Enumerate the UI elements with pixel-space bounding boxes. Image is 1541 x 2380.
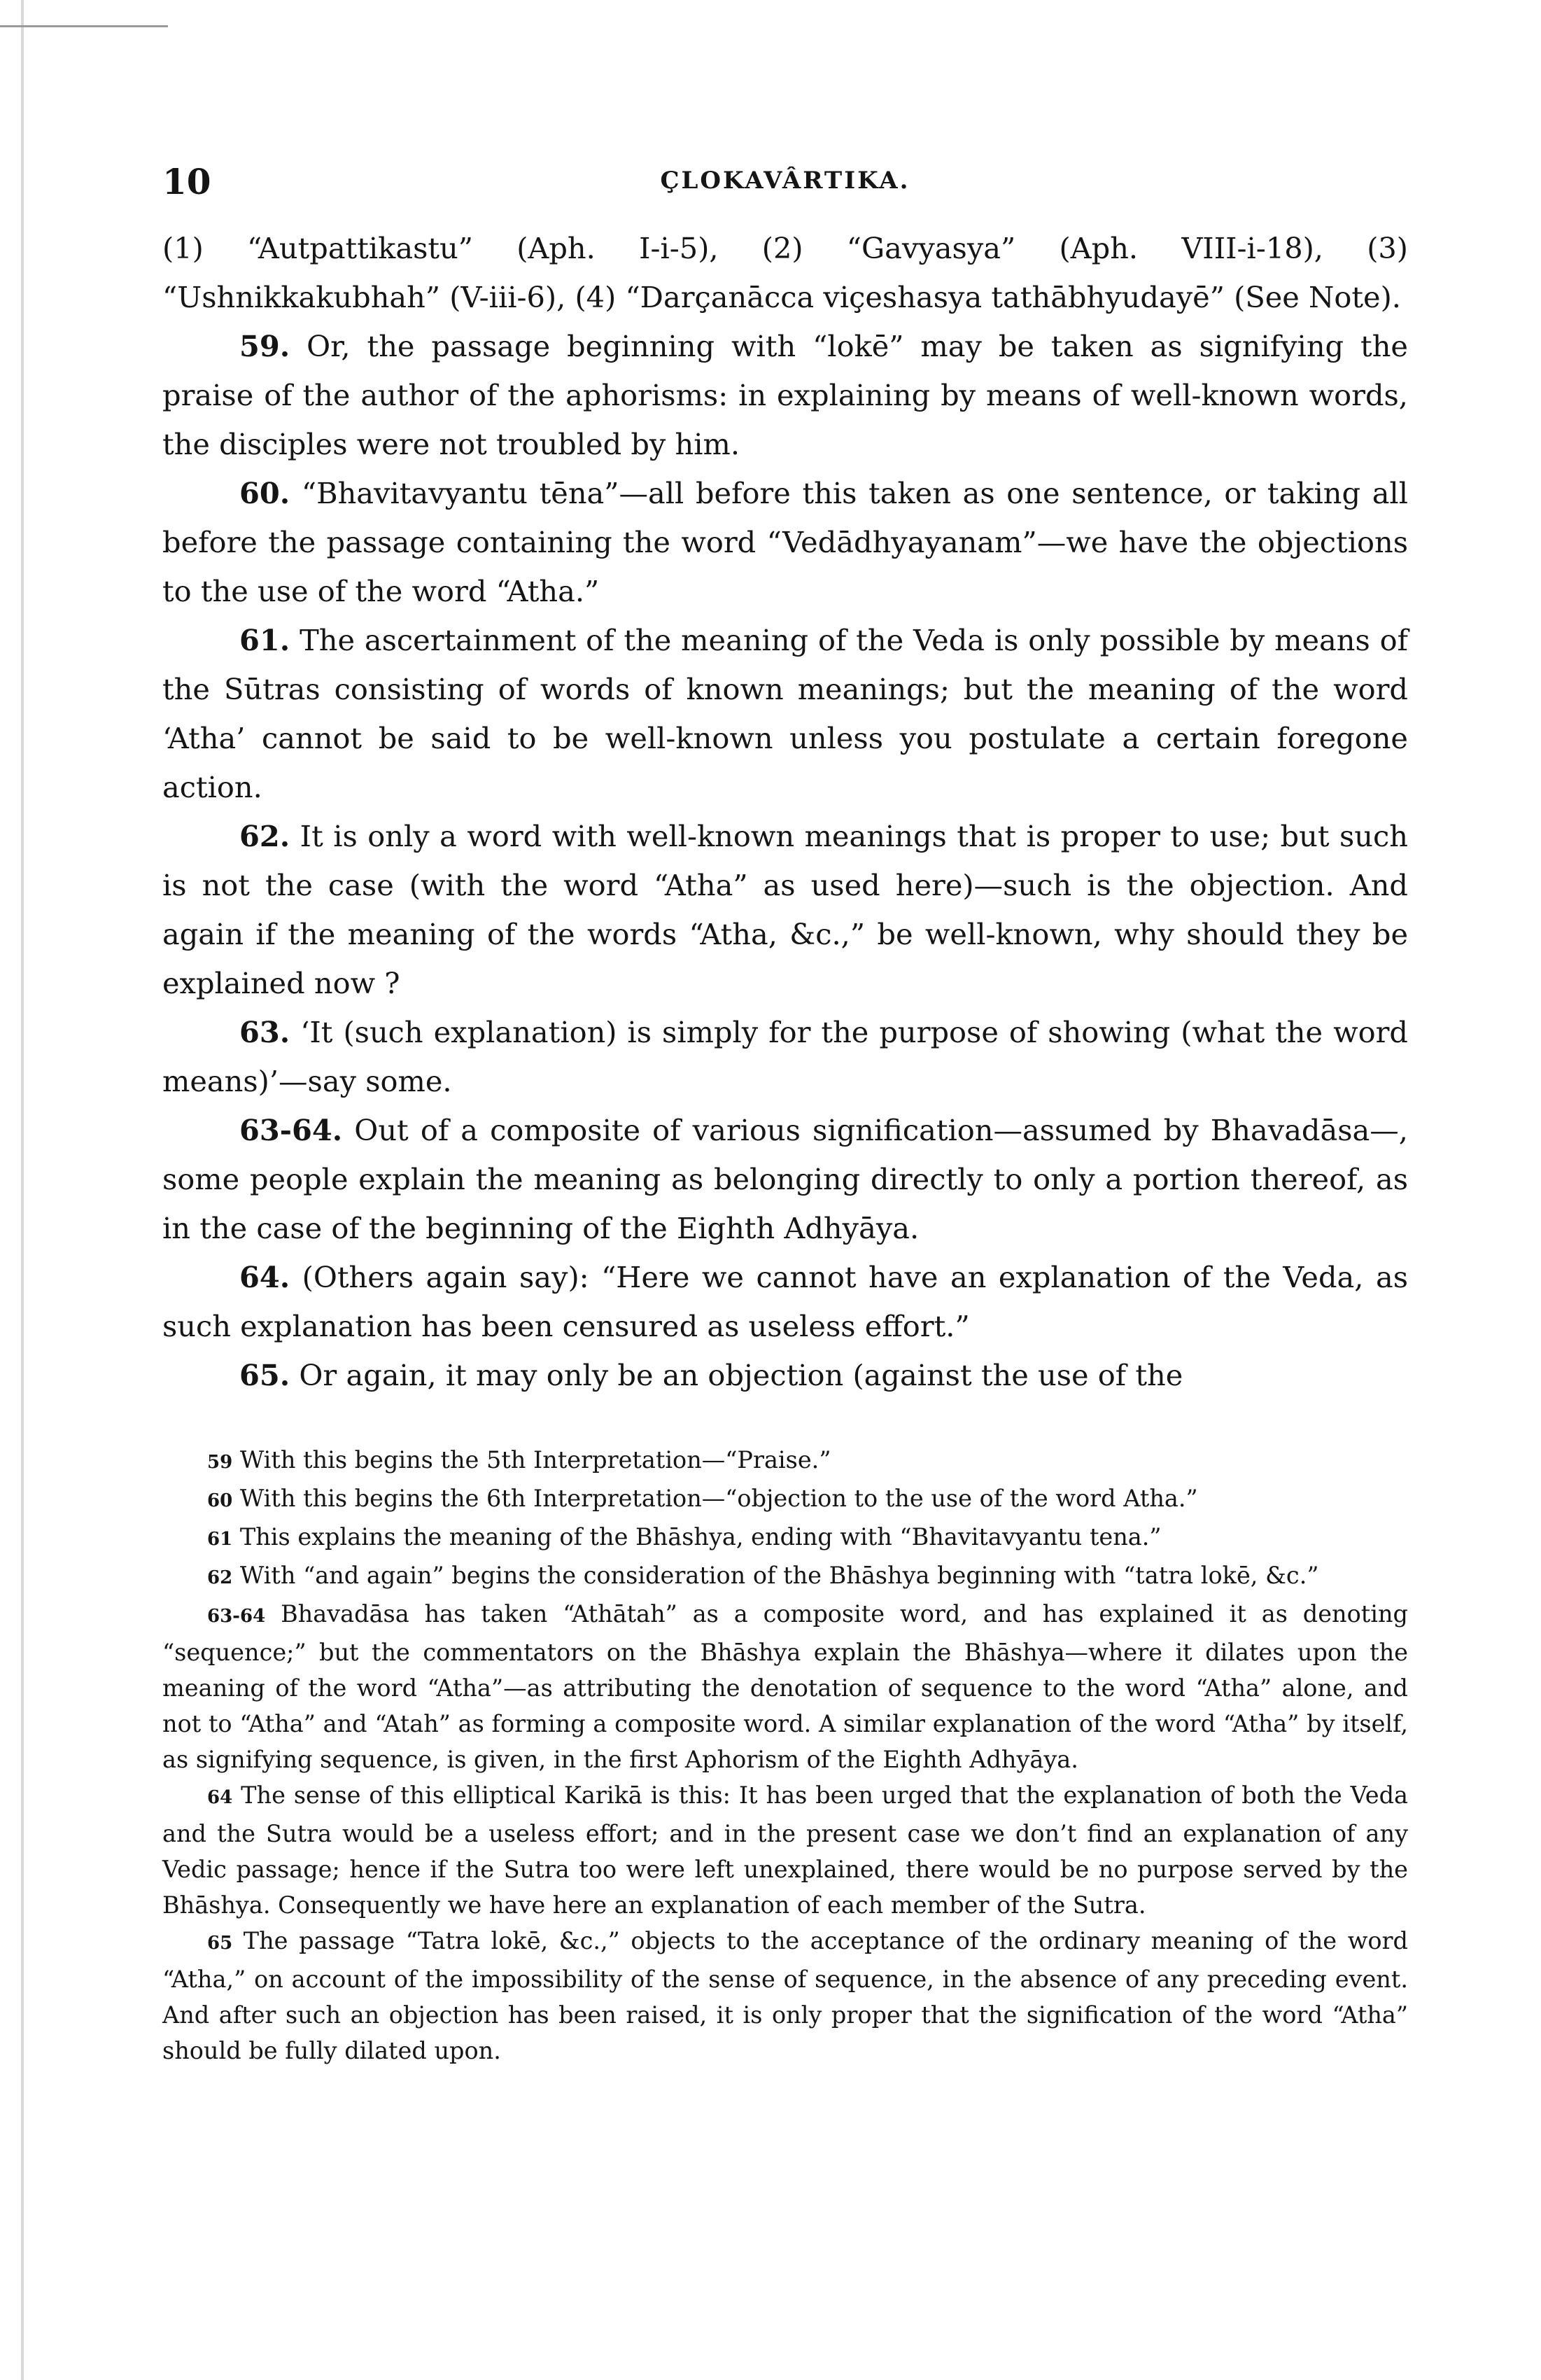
page-number: 10 <box>162 161 211 202</box>
paragraph-text: The ascertainment of the meaning of the Veda is only possible by means of the Sūtras consisting of words of known meanings; but the meaning of the word ‘Atha’ cannot be said to be well-known unless you postulate a certain foregone action. <box>162 623 1408 804</box>
paragraph-text: It is only a word with well-known meanings that is proper to use; but such is not the case (with the word “Atha” as used here)—such is the objection. And again if the meaning of the words “Atha, &c.,” be well-known, why should they be explained now ? <box>162 819 1408 1000</box>
footnote <box>162 1596 1408 1777</box>
paragraph-text: (Others again say): “Here we cannot have an explanation of the Veda, as such explanation has been censured as useless effort.” <box>162 1260 1408 1343</box>
paragraph <box>162 1351 1408 1400</box>
page <box>162 161 1408 2068</box>
footnote <box>162 1480 1408 1519</box>
body-text <box>162 224 1408 1400</box>
paragraph-number: 59. <box>239 329 290 363</box>
paragraph-text: “Bhavitavyantu tēna”—all before this taken as one sentence, or taking all before the passage containing the word “Vedādhyayanam”—we have the objections to the use of the word “Atha.” <box>162 476 1408 608</box>
paragraph-text: Or again, it may only be an objection (against the use of the <box>299 1358 1183 1392</box>
paragraph <box>162 1106 1408 1253</box>
footnote-number: 64 <box>207 1787 233 1808</box>
footnote-number: 61 <box>207 1529 233 1550</box>
paragraph-number: 60. <box>239 476 290 510</box>
paragraph-text: ‘It (such explanation) is simply for the purpose of showing (what the word means)’—say some. <box>162 1015 1408 1098</box>
footnote-text: The passage “Tatra lokē, &c.,” objects to the acceptance of the ordinary meaning of the word “Atha,” on account of the impossibility of the sense of sequence, in the absence of any preceding event. And after such an objection has been raised, it is only proper that the signification of the word “Atha” should be fully dilated upon. <box>162 1927 1408 2064</box>
paragraph <box>162 616 1408 812</box>
footnotes <box>162 1442 1408 2068</box>
footnote-text: With this begins the 6th Interpretation—“objection to the use of the word Atha.” <box>239 1485 1198 1512</box>
footnote-text: With “and again” begins the consideration of the Bhāshya beginning with “tatra lokē, &c.” <box>239 1562 1319 1589</box>
paragraph-number: 63. <box>239 1015 290 1049</box>
paragraph-number: 65. <box>239 1358 290 1392</box>
footnote <box>162 1777 1408 1923</box>
paragraph <box>162 469 1408 616</box>
running-title: ÇLOKAVÂRTIKA. <box>660 167 910 195</box>
footnote <box>162 1923 1408 2068</box>
scan-edge <box>21 0 24 2380</box>
paragraph <box>162 224 1408 322</box>
footnote-text: Bhavadāsa has taken “Athātah” as a composite word, and has explained it as denoting “sequence;” but the commentators on the Bhāshya explain the Bhāshya—where it dilates upon the meaning of the word “Atha”—as attributing the denotation of sequence to the word “Atha” alone, and not to “Atha” and “Atah” as forming a composite word. A similar explanation of the word “Atha” by itself, as signifying sequence, is given, in the first Aphorism of the Eighth Adhyāya. <box>162 1600 1409 1773</box>
paragraph <box>162 1008 1408 1106</box>
paragraph-text: Or, the passage beginning with “lokē” may be taken as signifying the praise of the author of the aphorisms: in explaining by means of well-known words, the disciples were not troubled by him. <box>162 329 1408 461</box>
running-head <box>162 161 1408 203</box>
footnote-text: The sense of this elliptical Karikā is this: It has been urged that the explanation of both the Veda and the Sutra would be a useless effort; and in the present case we don’t find an explanation of any Vedic passage; hence if the Sutra too were left unexplained, there would be no purpose served by the Bhāshya. Consequently we have here an explanation of each member of the Sutra. <box>162 1782 1408 1919</box>
paragraph-number: 61. <box>239 623 290 657</box>
footnote-number: 59 <box>207 1452 233 1473</box>
footnote-text: This explains the meaning of the Bhāshya, ending with “Bhavitavyantu tena.” <box>239 1523 1162 1550</box>
paragraph <box>162 1253 1408 1351</box>
footnote-number: 63-64 <box>207 1606 266 1627</box>
paragraph-text: Out of a composite of various signification—assumed by Bhavadāsa—, some people explain the meaning as belonging directly to only a portion thereof, as in the case of the beginning of the Eighth Adhyāya. <box>162 1113 1408 1245</box>
footnote-number: 62 <box>207 1567 233 1588</box>
top-rule <box>0 25 168 27</box>
footnote-number: 60 <box>207 1490 233 1511</box>
paragraph <box>162 322 1408 469</box>
footnote <box>162 1519 1408 1558</box>
paragraph <box>162 812 1408 1008</box>
paragraph-number: 63-64. <box>239 1113 343 1147</box>
paragraph-text: (1) “Autpattikastu” (Aph. I-i-5), (2) “Gavyasya” (Aph. VIII-i-18), (3) “Ushnikkakubhah” (V-iii-6), (4) “Darçanācca viçeshasya tathābhyudayē” (See Note). <box>162 231 1408 314</box>
footnote <box>162 1442 1408 1480</box>
footnote-text: With this begins the 5th Interpretation—“Praise.” <box>239 1446 831 1474</box>
footnote <box>162 1558 1408 1596</box>
paragraph-number: 64. <box>239 1260 290 1294</box>
paragraph-number: 62. <box>239 819 290 853</box>
footnote-number: 65 <box>207 1933 233 1954</box>
